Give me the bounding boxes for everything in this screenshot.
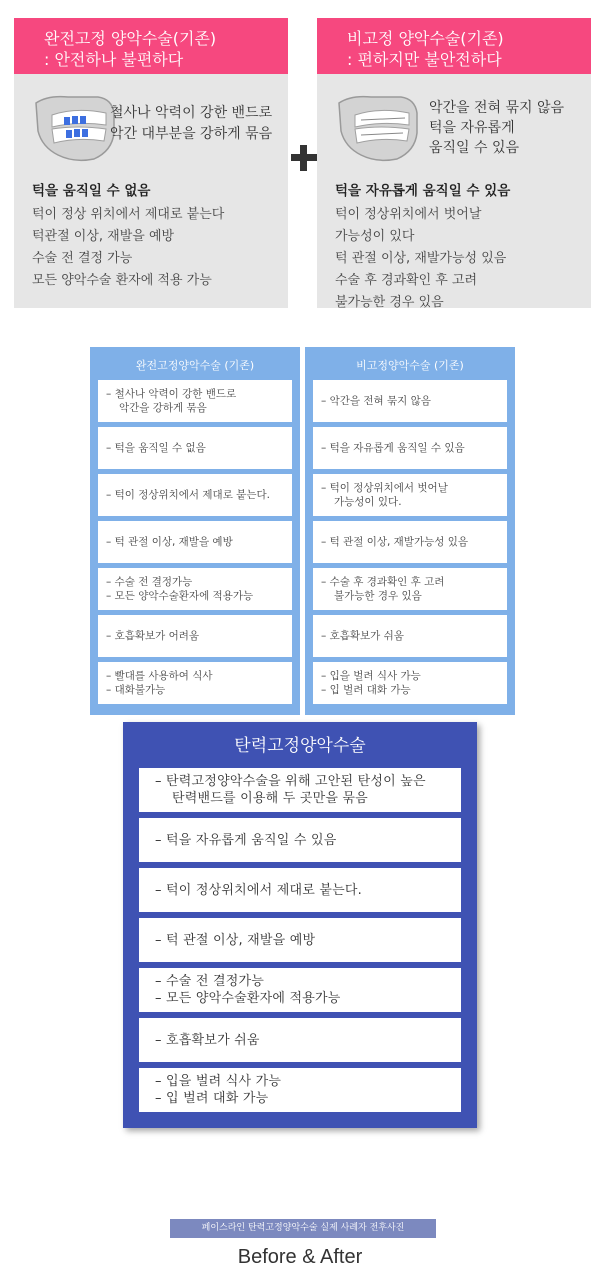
panel-cell (139, 868, 461, 912)
jaw-wire-illustration-icon (28, 93, 118, 165)
feature-item: 턱관절 이상, 재발을 예방 (32, 229, 175, 244)
nonfixed-surgery-card (317, 18, 591, 308)
feature-item: 턱을 움직일 수 없음 (32, 183, 151, 199)
cell-line: – 턱 관절 이상, 재발을 예방 (155, 932, 316, 948)
column-cell (313, 474, 507, 516)
panel-cell (139, 768, 461, 812)
caption-line: 움직일 수 있음 (429, 140, 520, 156)
cell-line: 악간을 강하게 묶음 (119, 402, 207, 414)
cell-line: – 턱을 움직일 수 없음 (106, 442, 206, 454)
illustration-caption (110, 103, 272, 145)
caption-line: 악간을 전혀 묶지 않음 (429, 100, 565, 116)
cell-line: – 빨대를 사용하여 식사 (106, 670, 213, 682)
cell-line: – 악간을 전혀 묶지 않음 (321, 395, 431, 407)
cell-line: – 호흡확보가 쉬움 (155, 1032, 260, 1048)
feature-item: 턱이 정상 위치에서 제대로 붙는다 (32, 207, 225, 222)
cell-line: – 입 벌려 대화 가능 (155, 1091, 269, 1106)
card-title-line1: 비고정 양악수술(기존) (347, 29, 504, 48)
nonfixed-surgery-card-header (317, 18, 591, 74)
cell-line: – 턱이 정상위치에서 제대로 붙는다. (106, 489, 270, 501)
panel-cell (139, 968, 461, 1012)
cell-line: – 호흡확보가 쉬움 (321, 630, 404, 642)
before-after-caption-bar: 페이스라인 탄력고정양악수술 실제 사례자 전후사진 (170, 1219, 436, 1238)
column-cell (98, 568, 292, 610)
cell-line: – 입을 벌려 식사 가능 (155, 1074, 282, 1089)
feature-item: 불가능한 경우 있음 (335, 295, 444, 310)
cell-line: – 입을 벌려 식사 가능 (321, 670, 421, 682)
column-cell (313, 662, 507, 704)
fixed-surgery-features (32, 180, 224, 292)
nonfixed-surgery-column (305, 347, 515, 715)
caption-line: 턱을 자유롭게 (429, 120, 515, 136)
cell-line: – 철사나 악력이 강한 밴드로 (106, 388, 237, 400)
panel-title: 탄력고정양악수술 (234, 736, 366, 756)
feature-item: 수술 전 결정 가능 (32, 251, 133, 266)
panel-cell (139, 1018, 461, 1062)
panel-cells (139, 768, 461, 1118)
cell-line: – 호흡확보가 어려움 (106, 630, 200, 642)
column-title: 비고정양악수술 (기존) (356, 359, 464, 372)
feature-item: 모든 양악수술 환자에 적용 가능 (32, 273, 212, 288)
column-cell (313, 427, 507, 469)
column-cell (313, 521, 507, 563)
cell-line: – 턱을 자유롭게 움직일 수 있음 (321, 442, 465, 454)
cell-line: – 턱을 자유롭게 움직일 수 있음 (155, 832, 337, 848)
feature-item: 턱을 자유롭게 움직일 수 있음 (335, 183, 511, 199)
card-title-line2: : 편하지만 불안전하다 (347, 50, 502, 69)
column-cell (98, 615, 292, 657)
column-cell (98, 427, 292, 469)
column-cells (313, 380, 507, 709)
caption-line: 악간 대부분을 강하게 묶음 (110, 126, 273, 142)
column-cell (98, 521, 292, 563)
cell-line: – 수술 후 경과확인 후 고려 (321, 576, 445, 588)
feature-item: 가능성이 있다 (335, 229, 415, 244)
panel-cell (139, 818, 461, 862)
fixed-surgery-card (14, 18, 288, 308)
panel-cell (139, 1068, 461, 1112)
fixed-surgery-column (90, 347, 300, 715)
cell-line: – 턱이 정상위치에서 벗어날 (321, 482, 448, 494)
card-title-line1: 완전고정 양악수술(기존) (44, 29, 217, 48)
column-cell (313, 380, 507, 422)
column-cell (98, 474, 292, 516)
cell-line: – 입 벌려 대화 가능 (321, 684, 411, 696)
feature-item: 턱이 정상위치에서 벗어날 (335, 207, 482, 222)
illustration-caption (429, 98, 564, 158)
cell-line: – 턱 관절 이상, 재발을 예방 (106, 536, 233, 548)
elastic-fixation-panel (123, 722, 477, 1128)
caption-line: 철사나 악력이 강한 밴드로 (110, 105, 273, 121)
cell-line: – 수술 전 결정가능 (106, 576, 193, 588)
cell-line: – 턱 관절 이상, 재발가능성 있음 (321, 536, 468, 548)
cell-line: – 대화불가능 (106, 684, 166, 696)
column-cells (98, 380, 292, 709)
before-after-title: Before & After (237, 1246, 363, 1268)
cell-line: – 모든 양악수술환자에 적용가능 (106, 590, 254, 602)
panel-cell (139, 918, 461, 962)
cell-line: – 턱이 정상위치에서 제대로 붙는다. (155, 882, 362, 898)
cell-line: – 탄력고정양악수술을 위해 고안된 탄성이 높은 (155, 774, 426, 789)
column-cell (98, 380, 292, 422)
cell-line: 가능성이 있다. (334, 496, 402, 508)
feature-item: 턱 관절 이상, 재발가능성 있음 (335, 251, 507, 266)
column-cell (313, 568, 507, 610)
jaw-open-illustration-icon (331, 93, 421, 165)
cell-line: 탄력밴드를 이용해 두 곳만을 묶음 (172, 791, 368, 806)
feature-item: 수술 후 경과확인 후 고려 (335, 273, 478, 288)
card-title-line2: : 안전하나 불편하다 (44, 50, 184, 69)
cell-line: – 모든 양악수술환자에 적용가능 (155, 991, 341, 1006)
column-title: 완전고정양악수술 (기존) (135, 359, 255, 372)
cell-line: 불가능한 경우 있음 (334, 590, 422, 602)
cell-line: – 수술 전 결정가능 (155, 974, 265, 989)
nonfixed-surgery-features (335, 180, 510, 314)
plus-icon (290, 144, 318, 172)
fixed-surgery-card-header (14, 18, 288, 74)
column-cell (313, 615, 507, 657)
column-cell (98, 662, 292, 704)
